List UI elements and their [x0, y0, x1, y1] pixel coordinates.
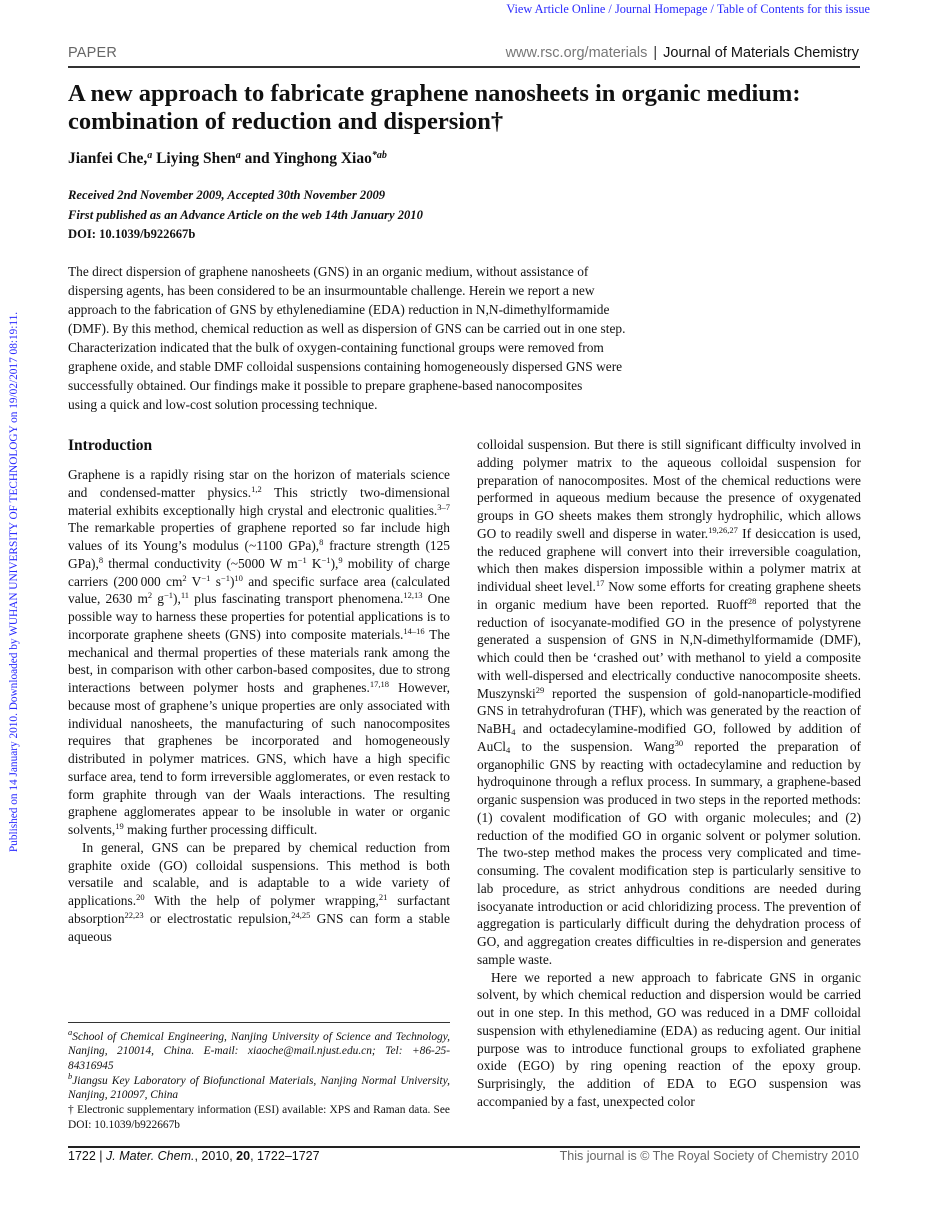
header-rule [68, 66, 860, 68]
reference-superscript: a [147, 150, 153, 161]
footer-rule [68, 1146, 860, 1148]
citation-year: , 2010, [194, 1149, 237, 1163]
received-date: Received 2nd November 2009, Accepted 30th November 2009 [68, 188, 386, 202]
paragraph: Graphene is a rapidly rising star on the horizon of materials science and condensed-matter physics.$^{1,2}$ This strictly two-dimensional material exhibits exceptionally high crystal and electronic qualities.$^{3-7}$ The remarkable properties of graphene reported so far include high values of its Young’s modulus (~1100 GPa),$^8$ fracture strength (125 GPa),$^8$ thermal conductivity (~5000 W $m^{-1}$ $K^{-1}),^9$ mobility of charge carriers (200 000 $cm^2$ $V^{-1}$ $s^{-1})^{10}$ and specific surface area (calculated value, 2630 $m^2$ $g^{-1}),^{11}$ plus fascinating transport phenomena.$^{12,13}$ One possible way to harness these properties for potential applications is to incorporate graphene sheets (GNS) into composite materials.$^{14-16}$ The mechanical and thermal properties of these materials rank among the best, in comparison with other carbon-based composites, due to strong interactions between polymer hosts and graphenes.$^{17,18}$ However, because most of graphene’s unique properties are only associated with individual nanosheets, the manufacturing of such nanocomposites requires that graphenes be incorporated and homogeneously distributed in polymer matrices. GNS, which have a high specific surface area, tend to form irreversible agglomerates, or even restack to form graphite through van der Waals interactions. The resulting graphene agglomerates appear to be insoluble in water or organic solvents,$^{19}$ making further processing difficult. [68, 467, 450, 837]
abstract-line: dispersing agents, has been considered to be an insurmountable challenge. Herein we report a new [68, 283, 595, 298]
section-label: PAPER [68, 45, 118, 61]
reference-superscript: 12,13 [403, 590, 423, 601]
reference-superscript: 14–16 [403, 625, 425, 636]
reference-superscript: 10 [234, 572, 243, 583]
affiliation-a: $^a$School of Chemical Engineering, Nanjing University of Science and Technology, Nanjing, 210014, China. E-mail: xiaoche@mail.njust.edu.cn; Tel: +86-25-84316945 [68, 1027, 450, 1072]
reference-superscript: 11 [180, 590, 190, 601]
table-of-contents-link[interactable]: Table of Contents for this issue [716, 2, 870, 16]
reference-superscript: −1 [201, 572, 211, 583]
subscript: 4 [511, 727, 516, 737]
volume: 20 [236, 1149, 251, 1163]
paragraph: In general, GNS can be prepared by chemical reduction from graphite oxide (GO) colloidal suspensions. This method is both versatile and scalable, and is adaptable to a wide variety of applications.$^{20}$ With the help of polymer wrapping,$^{21}$ surfactant absorption$^{22,23}$ or electrostatic repulsion,$^{24,25}$ GNS can form a stable aqueous [68, 839, 450, 944]
abstract-line: successfully obtained. Our findings make it possible to prepare graphene-based nanocomposites [68, 378, 583, 393]
link-separator: / [707, 2, 717, 16]
copyright: This journal is © The Royal Society of Chemistry 2010 [559, 1149, 859, 1163]
affiliation-b: $^b$Jiangsu Key Laboratory of Biofunctional Materials, Nanjing Normal University, Nanjing, 210097, China [68, 1070, 450, 1102]
reference-superscript: a [235, 150, 241, 161]
reference-superscript: 8 [319, 537, 324, 547]
reference-superscript: −1 [220, 572, 230, 583]
reference-superscript: 19 [115, 821, 124, 831]
article-title [68, 80, 858, 136]
reference-superscript: 30 [674, 737, 684, 748]
title-line: A new approach to fabricate graphene nanosheets in organic medium: [68, 80, 801, 107]
reference-superscript: 1,2 [251, 483, 262, 494]
reference-superscript: 29 [535, 684, 545, 695]
reference-superscript: 19,26,27 [708, 524, 738, 535]
abstract-line: (DMF). By this method, chemical reduction as well as dispersion of GNS can be carried out in one step. [68, 321, 626, 336]
footer-separator: | [95, 1149, 107, 1163]
journal-abbr: J. Mater. Chem. [106, 1149, 195, 1163]
reference-superscript: 21 [378, 892, 388, 902]
esi-note: † Electronic supplementary information (ESI) available: XPS and Raman data. See DOI: 10.1039/b922667b [68, 1104, 450, 1131]
abstract-line: Characterization indicated that the bulk of oxygen-containing functional groups were removed from [68, 340, 604, 355]
top-links [506, 2, 870, 17]
page-citation [68, 1149, 320, 1163]
reference-superscript: 28 [747, 595, 757, 606]
footnotes [68, 1027, 450, 1133]
view-article-online-link[interactable]: View Article Online [506, 2, 606, 16]
reference-superscript: 17,18 [369, 679, 389, 689]
reference-superscript: −1 [163, 590, 174, 601]
reference-superscript: 9 [338, 554, 343, 565]
abstract [68, 262, 688, 414]
journal-url[interactable]: www.rsc.org/materials [505, 45, 648, 61]
page-range: , 1722–1727 [250, 1149, 320, 1163]
abstract-line: graphene oxide, and stable DMF colloidal suspensions containing homogeneously dispersed GNS were [68, 359, 623, 374]
author-list: Jianfei Che,$^a$ Liying Shen$^a$ and Yinghong Xiao$^{*ab}$ [68, 150, 387, 167]
doi[interactable]: DOI: 10.1039/b922667b [68, 227, 196, 241]
title-line: combination of reduction and dispersion† [68, 108, 504, 135]
reference-superscript: 24,25 [291, 909, 311, 920]
journal-header [506, 45, 859, 61]
section-heading: Introduction [68, 437, 153, 454]
article-history [68, 186, 423, 245]
reference-superscript: a [68, 1027, 73, 1037]
abstract-line: using a quick and low-cost solution processing technique. [68, 397, 378, 412]
download-note: Published on 14 January 2010. Downloaded by WUHAN UNIVERSITY OF TECHNOLOGY on 19/02/2017 08:19:11. [8, 311, 20, 853]
footnote-rule [68, 1022, 450, 1023]
subscript: 4 [506, 744, 511, 755]
page-number: 1722 [68, 1149, 96, 1163]
journal-homepage-link[interactable]: Journal Homepage [614, 2, 708, 16]
link-separator: / [605, 2, 615, 16]
paragraph-continued: colloidal suspension. But there is still significant difficulty involved in adding polymer matrix to the aqueous colloidal suspension for preparation of nanocomposites. Most of the chemical reductions were performed in aqueous medium because the presence of oxygenated groups in GO sheets makes them strongly hydrophilic, which allows GO to readily swell and disperse in water.$^{19,26,27}$ If desiccation is used, the reduced graphene will convert into their irreversible coagulation, which then makes dispersion impossible within a polymer matrix at individual sheet level.$^{17}$ Now some efforts for creating graphene sheets in organic medium have been reported. Ruoff$^{28}$ reported that the reduction of isocyanate-modified GO in the presence of polystyrene generated a suspension of GNS in N,N-dimethylformamide (DMF), which could then be ‘crashed out’ with methanol to yield a composite with well-dispersed and electrically conductive nanocomposite sheets. Muszynski$^{29}$ reported the suspension of gold-nanoparticle-modified GNS in tetrahydrofuran (THF), which was generated by the reaction of NaBH$_4$ and octadecylamine-modified GO, followed by addition of AuCl$_4$ to the suspension. Wang$^{30}$ reported the preparation of organophilic GNS by reacting with octadecylamine and reduction by hydroquinone through a reflux process. In summary, a graphene-based organic suspension was produced in two steps in the reported methods: (1) covalent modification of GO with organic molecules; and (2) reduction of the modified GO in organic solvent or polymer solution. The two-step method makes the process very complicated and time-consuming. The covalent modification step is particularly sensitive to lab procedure, as strict anhydrous conditions are needed during isocyanate introduction or acid chloridizing process. The prevention of aggregation is particularly difficult during the dehydration process of GO, and aggregation creates difficulties in re-dispersion and generates sample waste. [477, 437, 861, 967]
reference-superscript: 22,23 [124, 909, 144, 920]
reference-superscript: 2 [182, 572, 187, 583]
reference-superscript: 20 [136, 892, 145, 902]
reference-superscript: *ab [371, 150, 387, 161]
reference-superscript: −1 [321, 554, 331, 565]
reference-superscript: 2 [147, 590, 153, 601]
header-separator: | [653, 45, 658, 61]
abstract-line: The direct dispersion of graphene nanosheets (GNS) in an organic medium, without assistance of [68, 264, 589, 279]
reference-superscript: 8 [98, 554, 104, 565]
journal-name: Journal of Materials Chemistry [663, 45, 859, 61]
reference-superscript: 3–7 [437, 501, 450, 512]
reference-superscript: −1 [297, 554, 307, 565]
left-column [68, 436, 450, 945]
paragraph: Here we reported a new approach to fabricate GNS in organic solvent, by which chemical reduction and dispersion would be carried out in one step. In this method, GO was reduced in a DMF colloidal suspension with ethylenediamine (EDA) as reducing agent. Our initial purpose was to introduce functional groups to exfoliated graphene oxide (EGO) by ring opening reaction of the epoxy group. Surprisingly, the addition of EDA to EGO suspension was accompanied by a fast, unexpected color [477, 969, 861, 1109]
right-column [477, 436, 861, 1111]
reference-superscript: 17 [595, 578, 605, 588]
abstract-line: approach to the fabrication of GNS by ethylenediamine (EDA) reduction in N,N-dimethylformamide [68, 302, 610, 317]
reference-superscript: b [68, 1070, 73, 1081]
published-date: First published as an Advance Article on the web 14th January 2010 [68, 207, 423, 222]
